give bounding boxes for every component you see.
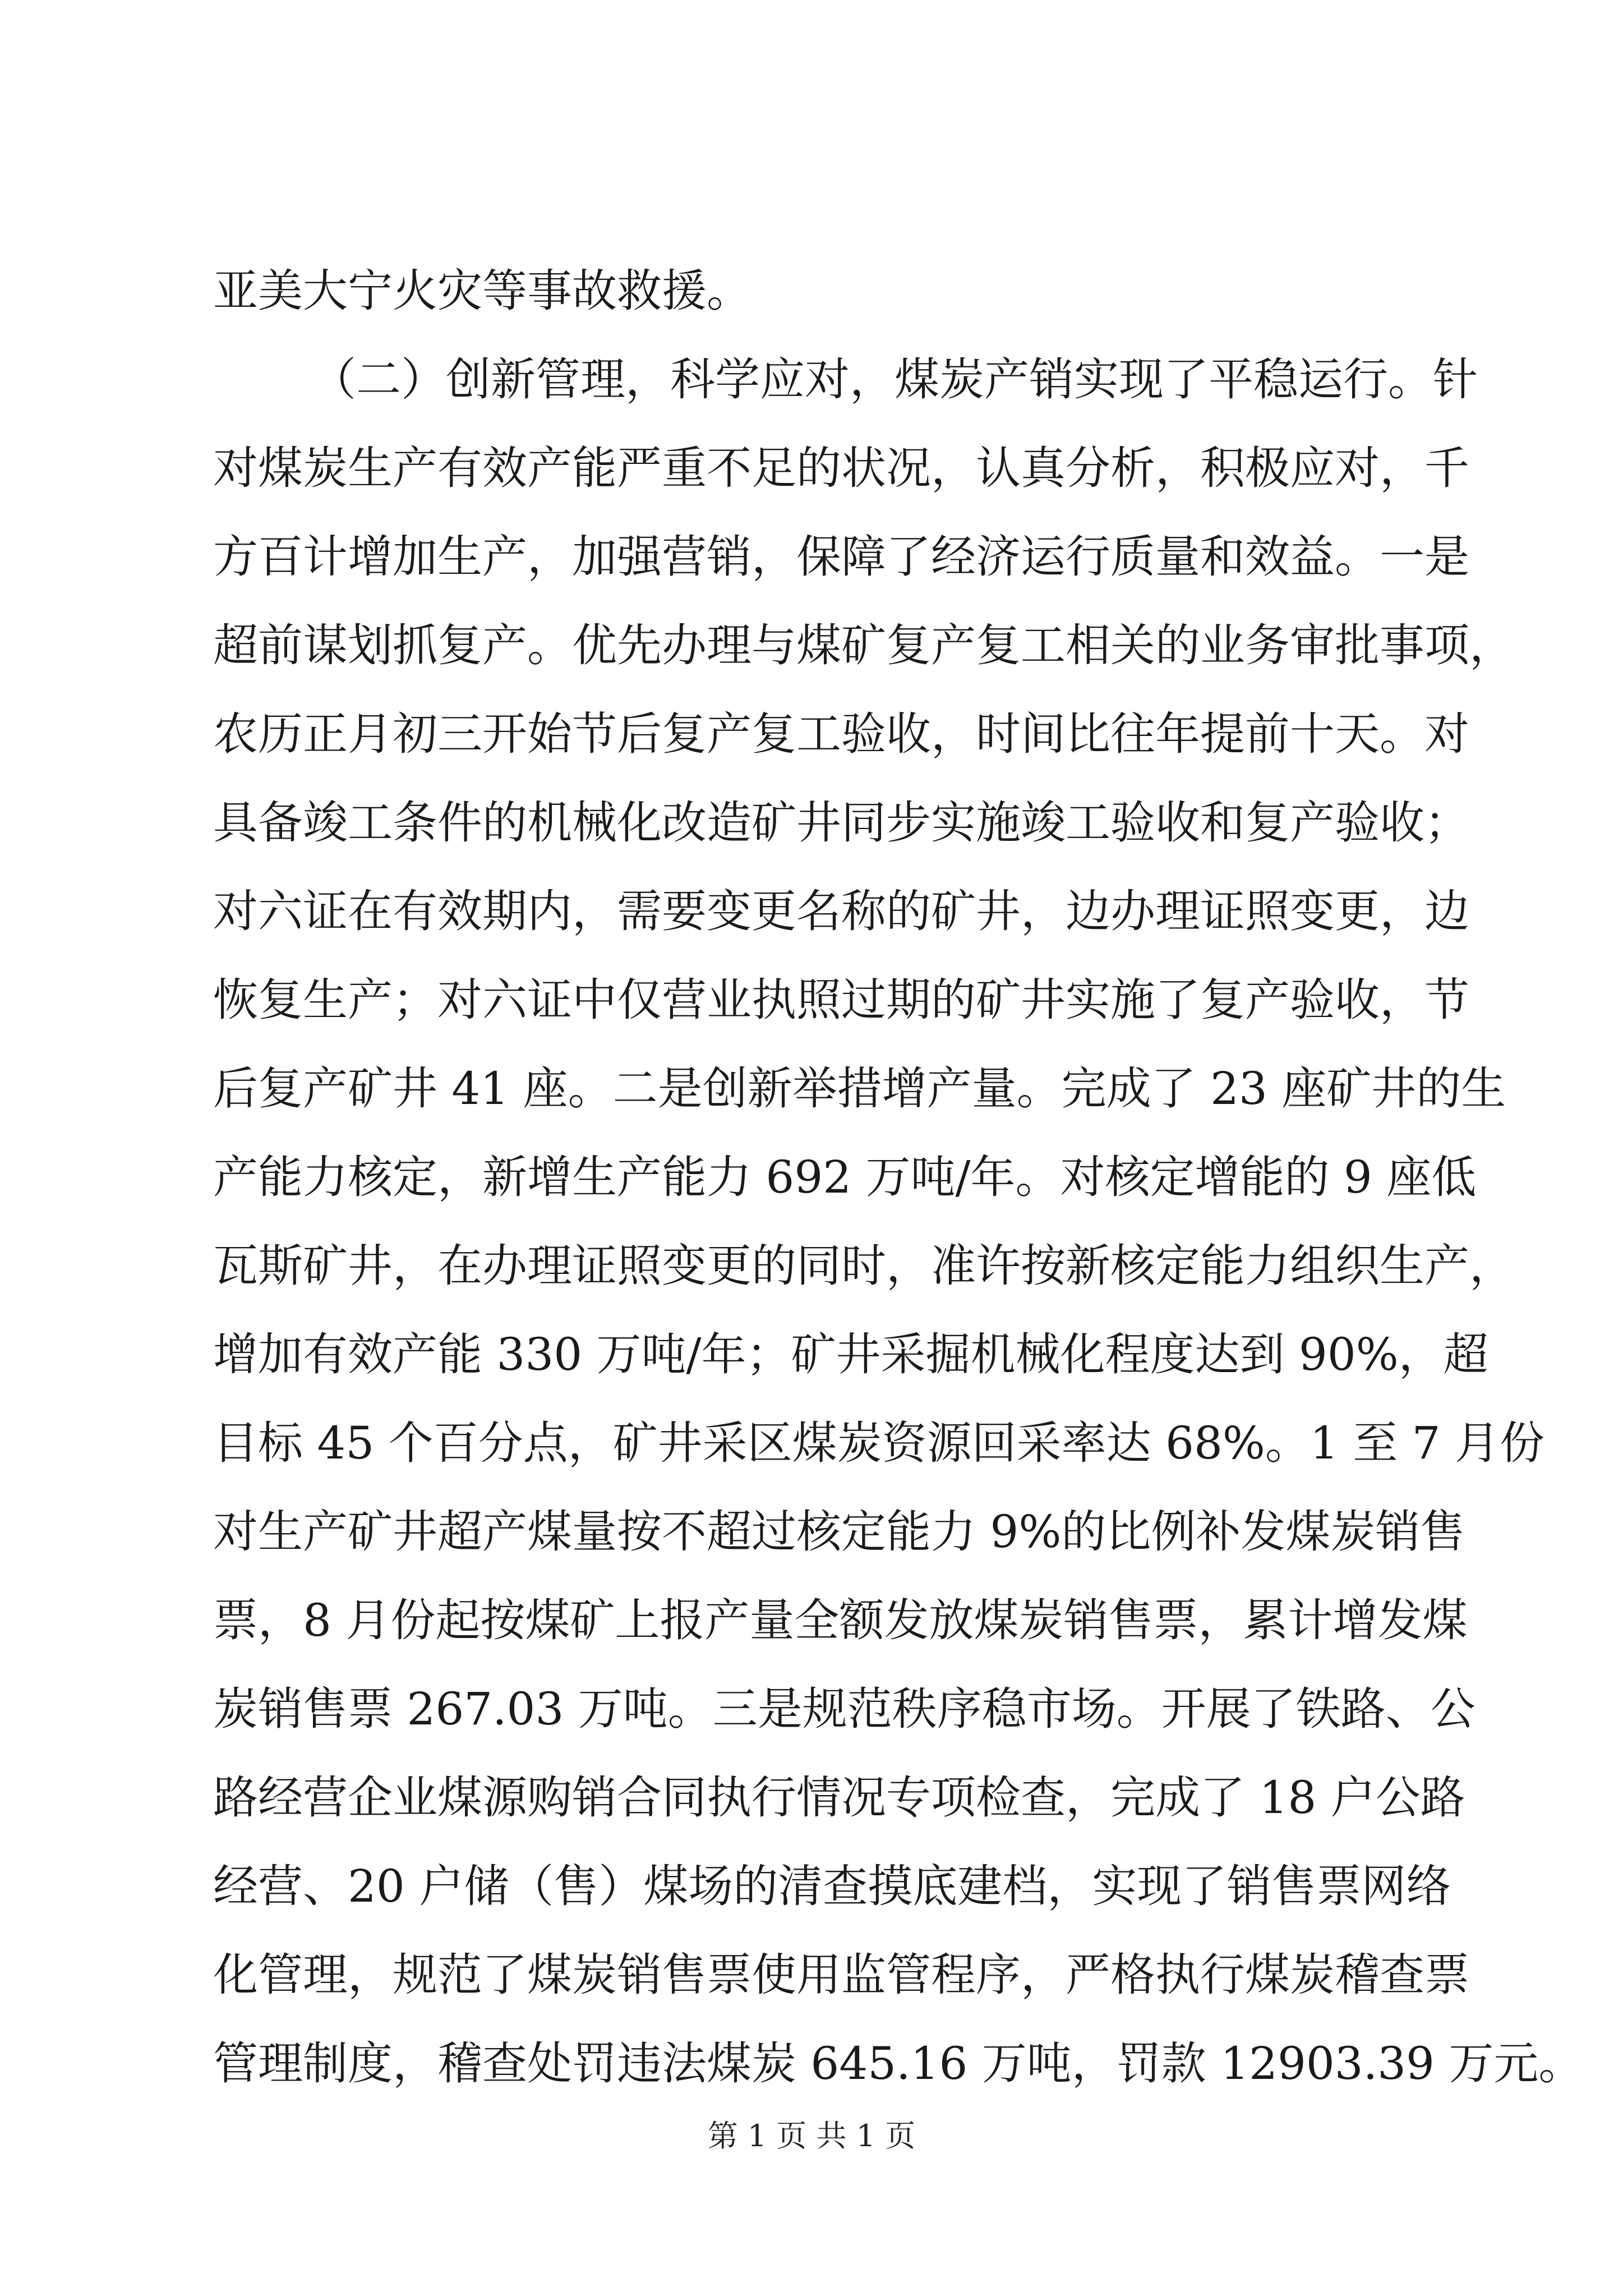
text-line: 具备竣工条件的机械化改造矿井同步实施竣工验收和复产验收； xyxy=(213,797,1469,849)
text-line: 农历正月初三开始节后复产复工验收，时间比往年提前十天。对 xyxy=(213,708,1469,760)
text-line: 目标 45 个百分点，矿井采区煤炭资源回采率达 68%。1 至 7 月份 xyxy=(213,1417,1544,1469)
text-line: 恢复生产；对六证中仅营业执照过期的矿井实施了复产验收，节 xyxy=(213,974,1469,1026)
text-line: 管理制度，稽查处罚违法煤炭 645.16 万吨，罚款 12903.39 万元。 xyxy=(213,2037,1584,2090)
text-line: 产能力核定，新增生产能力 692 万吨/年。对核定增能的 9 座低 xyxy=(213,1151,1477,1203)
body-text xyxy=(213,247,1584,2108)
text-line: （二）创新管理，科学应对，煤炭产销实现了平稳运行。针 xyxy=(311,353,1478,406)
text-line: 路经营企业煤源购销合同执行情况专项检查，完成了 18 户公路 xyxy=(213,1772,1465,1824)
text-line: 增加有效产能 330 万吨/年；矿井采掘机械化程度达到 90%，超 xyxy=(213,1328,1488,1381)
text-line: 经营、20 户储（售）煤场的清查摸底建档，实现了销售票网络 xyxy=(213,1860,1451,1912)
text-line: 票，8 月份起按煤矿上报产量全额发放煤炭销售票，累计增发煤 xyxy=(213,1594,1468,1646)
text-line: 对六证在有效期内，需要变更名称的矿井，边办理证照变更，边 xyxy=(213,885,1469,937)
text-line: 后复产矿井 41 座。二是创新举措增产量。完成了 23 座矿井的生 xyxy=(213,1062,1506,1115)
text-line: 瓦斯矿井，在办理证照变更的同时，准许按新核定能力组织生产， xyxy=(213,1240,1514,1292)
text-line: 亚美大宁火灾等事故救援。 xyxy=(213,265,751,317)
text-line: 对生产矿井超产煤量按不超过核定能力 9%的比例补发煤炭销售 xyxy=(213,1506,1465,1558)
text-line: 化管理，规范了煤炭销售票使用监管程序，严格执行煤炭稽查票 xyxy=(213,1949,1469,2001)
text-line: 炭销售票 267.03 万吨。三是规范秩序稳市场。开展了铁路、公 xyxy=(213,1683,1476,1735)
text-line: 超前谋划抓复产。优先办理与煤矿复产复工相关的业务审批事项， xyxy=(213,619,1514,671)
page-number-footer: 第 1 页 共 1 页 xyxy=(707,2118,916,2154)
text-line: 方百计增加生产，加强营销，保障了经济运行质量和效益。一是 xyxy=(213,531,1469,583)
text-line: 对煤炭生产有效产能严重不足的状况，认真分析，积极应对，千 xyxy=(213,442,1469,494)
